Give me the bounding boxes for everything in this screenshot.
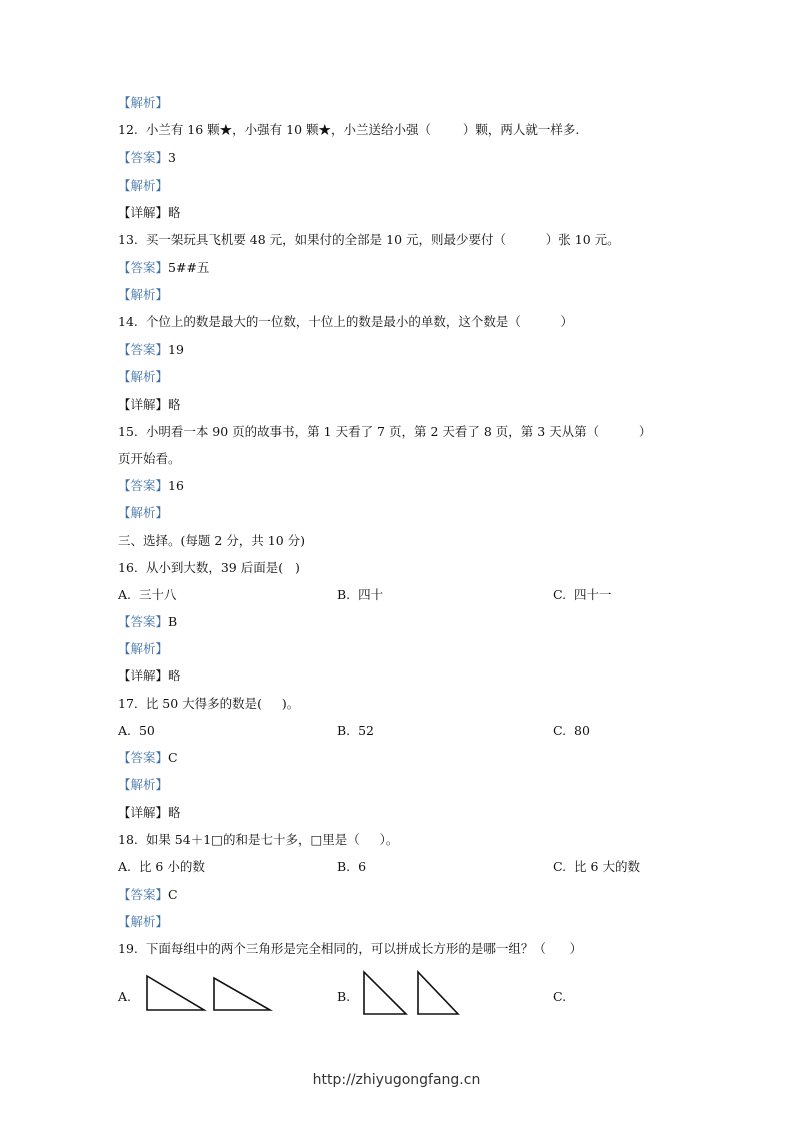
answer-value: 16 — [168, 478, 184, 493]
right-triangle-shape — [147, 976, 204, 1010]
question-14-text: 14. 个位上的数是最大的一位数，十位上的数是最小的单数，这个数是（ ） — [118, 314, 574, 329]
detail-label: 【详解】 — [118, 805, 169, 820]
detail-label: 【详解】 — [118, 668, 169, 683]
detail-value: 略 — [168, 668, 181, 683]
option-c: C. — [553, 989, 567, 1004]
option-b: B. 四十 — [337, 587, 384, 602]
analysis-label: 【解析】 — [118, 914, 169, 929]
right-triangle-shape — [364, 972, 406, 1014]
option-c: C. 80 — [553, 723, 590, 738]
answer-value: C — [168, 750, 178, 765]
analysis-label: 【解析】 — [118, 505, 169, 520]
detail-label: 【详解】 — [118, 397, 169, 412]
analysis-label: 【解析】 — [118, 641, 169, 656]
answer-line — [118, 478, 184, 494]
right-triangle-shape — [418, 972, 458, 1014]
answer-label: 【答案】 — [118, 614, 169, 629]
option-b: B. 6 — [337, 859, 367, 874]
option-a: A. 50 — [118, 723, 155, 738]
answer-label: 【答案】 — [118, 260, 169, 275]
answer-line — [118, 614, 177, 630]
analysis-label: 【解析】 — [118, 178, 169, 193]
analysis-label: 【解析】 — [118, 287, 169, 302]
detail-value: 略 — [168, 805, 181, 820]
answer-label: 【答案】 — [118, 750, 169, 765]
detail-value: 略 — [168, 205, 181, 220]
detail-value: 略 — [168, 397, 181, 412]
question-13-text: 13. 买一架玩具飞机要 48 元，如果付的全部是 10 元，则最少要付（ ）张 10 元。 — [118, 232, 620, 247]
analysis-label: 【解析】 — [118, 777, 169, 792]
answer-value: 3 — [168, 150, 176, 165]
analysis-label: 【解析】 — [118, 369, 169, 384]
detail-line — [118, 805, 181, 821]
answer-label: 【答案】 — [118, 342, 169, 357]
answer-label: 【答案】 — [118, 150, 169, 165]
option-a: A. 三十八 — [118, 587, 177, 602]
option-b: B. 52 — [337, 723, 375, 738]
option-b-triangles — [358, 968, 468, 1020]
question-17-text: 17. 比 50 大得多的数是( )。 — [118, 696, 300, 711]
right-triangle-shape — [214, 978, 270, 1010]
question-15-text-cont: 页开始看。 — [118, 451, 181, 466]
question-16-text: 16. 从小到大数，39 后面是( ) — [118, 560, 300, 575]
answer-value: 19 — [168, 342, 184, 357]
option-a-triangles — [140, 972, 280, 1018]
answer-value: B — [168, 614, 178, 629]
detail-line — [118, 397, 181, 413]
answer-line — [118, 750, 178, 766]
answer-label: 【答案】 — [118, 478, 169, 493]
analysis-label: 【解析】 — [118, 95, 169, 110]
answer-line — [118, 150, 176, 166]
section-heading: 三、选择。(每题 2 分，共 10 分) — [118, 533, 306, 548]
answer-line — [118, 260, 209, 276]
answer-value: 5##五 — [168, 260, 210, 275]
answer-value: C — [168, 887, 178, 902]
question-18-text: 18. 如果 54＋1□的和是七十多，□里是（ ）。 — [118, 832, 399, 847]
option-b: B. — [337, 989, 351, 1004]
option-c: C. 比 6 大的数 — [553, 859, 640, 874]
question-15-text: 15. 小明看一本 90 页的故事书，第 1 天看了 7 页，第 2 天看了 8 页，第 3 天从第（ ） — [118, 424, 652, 439]
answer-label: 【答案】 — [118, 887, 169, 902]
answer-line — [118, 342, 184, 358]
detail-label: 【详解】 — [118, 205, 169, 220]
option-a: A. 比 6 小的数 — [118, 859, 205, 874]
detail-line — [118, 205, 181, 221]
footer-url: http://zhiyugongfang.cn — [312, 1072, 481, 1088]
option-c: C. 四十一 — [553, 587, 612, 602]
option-a: A. — [118, 989, 132, 1004]
detail-line — [118, 668, 181, 684]
question-12-text: 12. 小兰有 16 颗★，小强有 10 颗★，小兰送给小强（ ）颗，两人就一样多. — [118, 122, 580, 137]
answer-line — [118, 887, 178, 903]
question-19-text: 19. 下面每组中的两个三角形是完全相同的，可以拼成长方形的是哪一组？（ ） — [118, 941, 583, 956]
